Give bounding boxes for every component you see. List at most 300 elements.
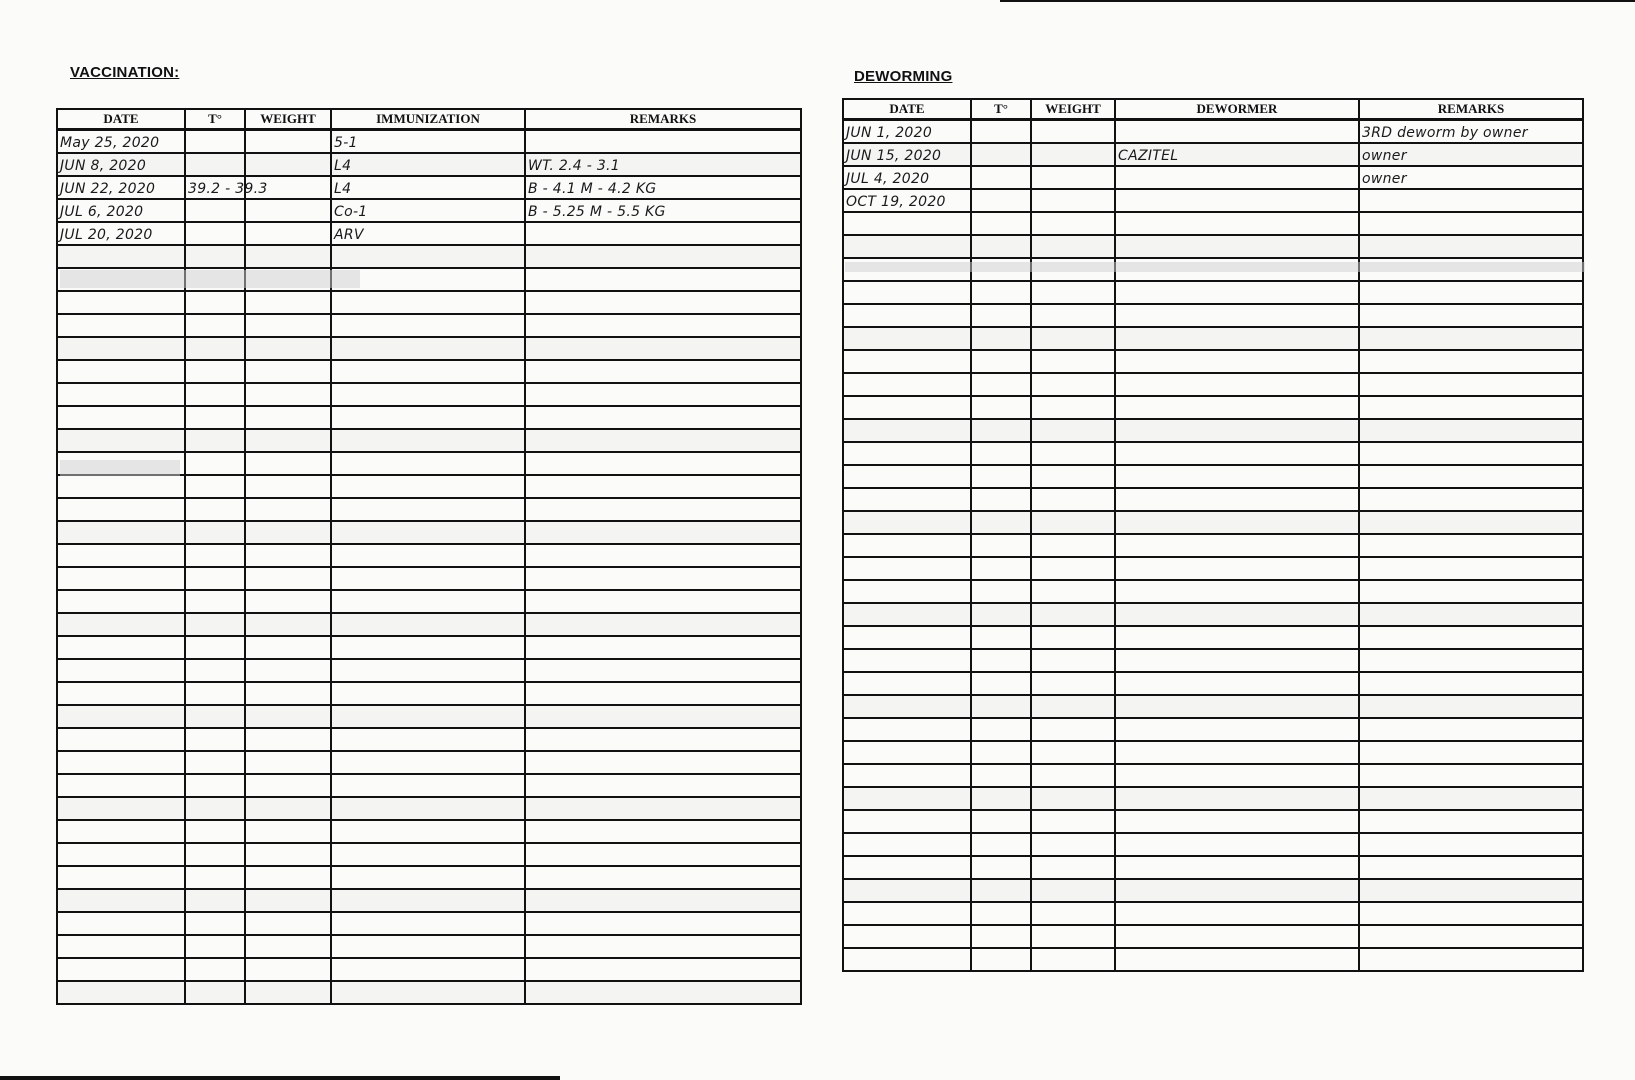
vaccination-cell-weight — [245, 728, 331, 751]
deworming-row — [843, 649, 1583, 672]
vaccination-title: VACCINATION: — [70, 64, 180, 81]
deworming-cell-temp — [971, 166, 1031, 189]
vaccination-cell-immunization — [331, 337, 525, 360]
deworming-cell-weight — [1031, 235, 1115, 258]
deworming-cell-weight — [1031, 879, 1115, 902]
vaccination-row — [57, 981, 801, 1004]
vaccination-cell-weight — [245, 774, 331, 797]
vaccination-row — [57, 820, 801, 843]
vaccination-cell-weight — [245, 130, 331, 154]
deworming-cell-dewormer — [1115, 626, 1359, 649]
deworming-cell-date — [843, 580, 971, 603]
deworming-table — [842, 98, 1584, 972]
deworming-cell-temp — [971, 649, 1031, 672]
vaccination-cell-remarks — [525, 406, 801, 429]
deworming-row — [843, 189, 1583, 212]
deworming-cell-remarks — [1359, 373, 1583, 396]
deworming-cell-temp — [971, 557, 1031, 580]
deworming-cell-dewormer — [1115, 235, 1359, 258]
deworming-cell-remarks: owner — [1359, 143, 1583, 166]
deworming-cell-remarks: owner — [1359, 166, 1583, 189]
vaccination-cell-date — [57, 406, 185, 429]
deworming-cell-date — [843, 350, 971, 373]
vaccination-cell-remarks — [525, 659, 801, 682]
deworming-cell-weight — [1031, 419, 1115, 442]
vaccination-cell-remarks — [525, 912, 801, 935]
deworming-cell-remarks — [1359, 626, 1583, 649]
deworming-row — [843, 626, 1583, 649]
deworming-cell-date — [843, 879, 971, 902]
vaccination-cell-temp — [185, 866, 245, 889]
deworming-cell-date — [843, 787, 971, 810]
vaccination-row — [57, 636, 801, 659]
vaccination-cell-date — [57, 935, 185, 958]
vaccination-cell-date: JUN 8, 2020 — [57, 153, 185, 176]
deworming-cell-weight — [1031, 856, 1115, 879]
deworming-cell-date — [843, 212, 971, 235]
deworming-cell-temp — [971, 741, 1031, 764]
deworming-row — [843, 879, 1583, 902]
deworming-cell-remarks — [1359, 695, 1583, 718]
vaccination-cell-temp — [185, 130, 245, 154]
vaccination-cell-temp — [185, 498, 245, 521]
deworming-row — [843, 580, 1583, 603]
vaccination-cell-immunization: 5-1 — [331, 130, 525, 154]
vaccination-cell-date — [57, 728, 185, 751]
deworming-cell-dewormer — [1115, 718, 1359, 741]
deworming-cell-remarks: 3RD deworm by owner — [1359, 120, 1583, 144]
deworming-row — [843, 281, 1583, 304]
deworming-cell-dewormer — [1115, 557, 1359, 580]
vaccination-cell-remarks — [525, 981, 801, 1004]
vaccination-cell-remarks — [525, 222, 801, 245]
vaccination-cell-weight — [245, 429, 331, 452]
deworming-cell-remarks — [1359, 465, 1583, 488]
deworming-cell-remarks — [1359, 419, 1583, 442]
vaccination-cell-immunization — [331, 958, 525, 981]
vaccination-cell-temp — [185, 521, 245, 544]
vaccination-cell-weight — [245, 245, 331, 268]
deworming-cell-weight — [1031, 488, 1115, 511]
vaccination-row — [57, 774, 801, 797]
deworming-cell-temp — [971, 442, 1031, 465]
vaccination-cell-immunization — [331, 406, 525, 429]
deworming-cell-weight — [1031, 166, 1115, 189]
deworming-cell-date — [843, 695, 971, 718]
vaccination-cell-immunization — [331, 268, 525, 291]
deworming-row — [843, 143, 1583, 166]
vaccination-cell-remarks — [525, 705, 801, 728]
vaccination-row — [57, 245, 801, 268]
vaccination-cell-date — [57, 521, 185, 544]
deworming-header-date: DATE — [843, 99, 971, 120]
vaccination-cell-immunization — [331, 590, 525, 613]
deworming-cell-temp — [971, 534, 1031, 557]
vaccination-cell-remarks — [525, 268, 801, 291]
vaccination-row — [57, 843, 801, 866]
deworming-cell-date — [843, 373, 971, 396]
deworming-row — [843, 557, 1583, 580]
deworming-cell-weight — [1031, 626, 1115, 649]
deworming-cell-remarks — [1359, 787, 1583, 810]
vaccination-cell-weight — [245, 199, 331, 222]
deworming-header-row — [843, 99, 1583, 120]
vaccination-cell-date — [57, 843, 185, 866]
deworming-cell-date — [843, 856, 971, 879]
deworming-cell-temp — [971, 810, 1031, 833]
vaccination-cell-weight — [245, 843, 331, 866]
deworming-row — [843, 212, 1583, 235]
deworming-cell-temp — [971, 419, 1031, 442]
vaccination-cell-immunization — [331, 659, 525, 682]
deworming-cell-remarks — [1359, 442, 1583, 465]
deworming-cell-weight — [1031, 902, 1115, 925]
vaccination-cell-immunization — [331, 889, 525, 912]
deworming-row — [843, 465, 1583, 488]
deworming-cell-weight — [1031, 649, 1115, 672]
deworming-cell-dewormer — [1115, 695, 1359, 718]
vaccination-cell-temp — [185, 544, 245, 567]
vaccination-cell-date — [57, 337, 185, 360]
vaccination-cell-date — [57, 751, 185, 774]
vaccination-header-row — [57, 109, 801, 130]
vaccination-table — [56, 108, 802, 1005]
deworming-cell-date — [843, 419, 971, 442]
vaccination-header-temp: T° — [185, 109, 245, 130]
vaccination-cell-immunization — [331, 498, 525, 521]
deworming-cell-temp — [971, 833, 1031, 856]
vaccination-cell-remarks — [525, 866, 801, 889]
deworming-cell-remarks — [1359, 718, 1583, 741]
vaccination-cell-weight — [245, 452, 331, 475]
deworming-cell-date — [843, 948, 971, 971]
deworming-cell-remarks — [1359, 235, 1583, 258]
deworming-cell-date — [843, 396, 971, 419]
deworming-cell-date — [843, 488, 971, 511]
vaccination-cell-weight — [245, 820, 331, 843]
vaccination-row — [57, 521, 801, 544]
vaccination-cell-temp — [185, 475, 245, 498]
vaccination-cell-remarks — [525, 360, 801, 383]
deworming-cell-weight — [1031, 396, 1115, 419]
vaccination-cell-remarks — [525, 636, 801, 659]
vaccination-cell-immunization — [331, 751, 525, 774]
vaccination-cell-date — [57, 797, 185, 820]
deworming-row — [843, 120, 1583, 144]
vaccination-cell-immunization — [331, 245, 525, 268]
vaccination-cell-remarks — [525, 337, 801, 360]
deworming-cell-remarks — [1359, 833, 1583, 856]
vaccination-cell-immunization — [331, 728, 525, 751]
deworming-row — [843, 442, 1583, 465]
vaccination-cell-immunization — [331, 866, 525, 889]
vaccination-cell-weight — [245, 383, 331, 406]
deworming-cell-weight — [1031, 925, 1115, 948]
deworming-cell-dewormer — [1115, 442, 1359, 465]
vaccination-cell-weight — [245, 314, 331, 337]
deworming-cell-dewormer — [1115, 281, 1359, 304]
vaccination-cell-remarks — [525, 245, 801, 268]
vaccination-cell-date — [57, 636, 185, 659]
vaccination-cell-date — [57, 314, 185, 337]
deworming-cell-weight — [1031, 603, 1115, 626]
vaccination-cell-immunization: L4 — [331, 153, 525, 176]
deworming-cell-dewormer — [1115, 373, 1359, 396]
deworming-cell-weight — [1031, 212, 1115, 235]
vaccination-row — [57, 728, 801, 751]
vaccination-header-weight: WEIGHT — [245, 109, 331, 130]
deworming-cell-dewormer — [1115, 166, 1359, 189]
deworming-cell-temp — [971, 580, 1031, 603]
deworming-cell-temp — [971, 373, 1031, 396]
deworming-cell-temp — [971, 718, 1031, 741]
deworming-cell-remarks — [1359, 902, 1583, 925]
deworming-header-remarks: REMARKS — [1359, 99, 1583, 120]
vaccination-cell-remarks: B - 5.25 M - 5.5 KG — [525, 199, 801, 222]
deworming-cell-weight — [1031, 534, 1115, 557]
vaccination-cell-remarks — [525, 567, 801, 590]
deworming-cell-remarks — [1359, 350, 1583, 373]
deworming-cell-temp — [971, 879, 1031, 902]
deworming-cell-weight — [1031, 695, 1115, 718]
deworming-cell-dewormer — [1115, 212, 1359, 235]
deworming-cell-remarks — [1359, 396, 1583, 419]
vaccination-row — [57, 889, 801, 912]
deworming-cell-weight — [1031, 833, 1115, 856]
deworming-cell-date — [843, 603, 971, 626]
vaccination-cell-weight — [245, 222, 331, 245]
vaccination-cell-remarks — [525, 544, 801, 567]
deworming-cell-temp — [971, 856, 1031, 879]
vaccination-cell-immunization — [331, 314, 525, 337]
deworming-cell-date — [843, 534, 971, 557]
deworming-cell-date — [843, 764, 971, 787]
vaccination-cell-temp — [185, 199, 245, 222]
vaccination-cell-remarks — [525, 590, 801, 613]
deworming-cell-weight — [1031, 465, 1115, 488]
bottom-edge-line — [0, 1076, 560, 1080]
vaccination-cell-date: JUN 22, 2020 — [57, 176, 185, 199]
deworming-cell-temp — [971, 189, 1031, 212]
deworming-cell-dewormer — [1115, 350, 1359, 373]
vaccination-cell-date — [57, 820, 185, 843]
deworming-cell-date — [843, 465, 971, 488]
deworming-cell-date — [843, 649, 971, 672]
vaccination-cell-temp — [185, 659, 245, 682]
deworming-cell-temp — [971, 120, 1031, 144]
vaccination-cell-immunization: Co-1 — [331, 199, 525, 222]
deworming-cell-dewormer — [1115, 603, 1359, 626]
vaccination-cell-weight — [245, 636, 331, 659]
vaccination-cell-immunization — [331, 981, 525, 1004]
deworming-title: DEWORMING — [854, 68, 953, 85]
deworming-cell-date — [843, 281, 971, 304]
vaccination-cell-remarks — [525, 314, 801, 337]
vaccination-cell-immunization — [331, 774, 525, 797]
deworming-cell-weight — [1031, 120, 1115, 144]
vaccination-cell-temp — [185, 429, 245, 452]
deworming-cell-remarks — [1359, 925, 1583, 948]
deworming-cell-remarks — [1359, 189, 1583, 212]
vaccination-header-date: DATE — [57, 109, 185, 130]
deworming-cell-date — [843, 235, 971, 258]
deworming-row — [843, 810, 1583, 833]
vaccination-cell-weight — [245, 337, 331, 360]
deworming-cell-temp — [971, 511, 1031, 534]
deworming-cell-date — [843, 327, 971, 350]
deworming-cell-temp — [971, 212, 1031, 235]
vaccination-cell-weight — [245, 682, 331, 705]
deworming-row — [843, 695, 1583, 718]
vaccination-cell-date — [57, 705, 185, 728]
vaccination-cell-date — [57, 544, 185, 567]
deworming-cell-remarks — [1359, 304, 1583, 327]
deworming-row — [843, 373, 1583, 396]
deworming-row — [843, 741, 1583, 764]
vaccination-cell-weight — [245, 406, 331, 429]
deworming-row — [843, 787, 1583, 810]
deworming-cell-dewormer — [1115, 787, 1359, 810]
vaccination-cell-immunization — [331, 636, 525, 659]
vaccination-cell-temp — [185, 590, 245, 613]
deworming-cell-temp — [971, 948, 1031, 971]
deworming-cell-date — [843, 741, 971, 764]
vaccination-cell-date — [57, 866, 185, 889]
deworming-cell-date — [843, 718, 971, 741]
vaccination-cell-temp — [185, 222, 245, 245]
vaccination-row — [57, 337, 801, 360]
deworming-cell-remarks — [1359, 603, 1583, 626]
vaccination-cell-immunization — [331, 544, 525, 567]
deworming-cell-date: JUN 1, 2020 — [843, 120, 971, 144]
vaccination-cell-date — [57, 613, 185, 636]
vaccination-cell-immunization — [331, 521, 525, 544]
vaccination-cell-temp — [185, 613, 245, 636]
vaccination-cell-remarks — [525, 958, 801, 981]
vaccination-cell-weight — [245, 889, 331, 912]
deworming-cell-remarks — [1359, 810, 1583, 833]
vaccination-cell-date — [57, 429, 185, 452]
deworming-cell-temp — [971, 488, 1031, 511]
vaccination-cell-date — [57, 360, 185, 383]
vaccination-row — [57, 659, 801, 682]
deworming-cell-date — [843, 304, 971, 327]
deworming-cell-weight — [1031, 672, 1115, 695]
deworming-cell-date: JUN 15, 2020 — [843, 143, 971, 166]
deworming-cell-date — [843, 442, 971, 465]
deworming-cell-dewormer — [1115, 833, 1359, 856]
vaccination-cell-remarks — [525, 613, 801, 636]
deworming-cell-temp — [971, 304, 1031, 327]
deworming-cell-remarks — [1359, 580, 1583, 603]
vaccination-cell-temp — [185, 981, 245, 1004]
vaccination-cell-remarks — [525, 521, 801, 544]
vaccination-cell-temp — [185, 774, 245, 797]
vaccination-cell-immunization — [331, 475, 525, 498]
deworming-cell-temp — [971, 143, 1031, 166]
vaccination-cell-temp — [185, 889, 245, 912]
vaccination-cell-remarks — [525, 498, 801, 521]
deworming-row — [843, 948, 1583, 971]
deworming-row — [843, 833, 1583, 856]
vaccination-row — [57, 475, 801, 498]
vaccination-cell-weight — [245, 751, 331, 774]
deworming-row — [843, 534, 1583, 557]
deworming-cell-temp — [971, 396, 1031, 419]
vaccination-cell-temp — [185, 728, 245, 751]
vaccination-cell-immunization — [331, 797, 525, 820]
deworming-row — [843, 350, 1583, 373]
deworming-cell-temp — [971, 925, 1031, 948]
vaccination-row — [57, 429, 801, 452]
deworming-cell-date: OCT 19, 2020 — [843, 189, 971, 212]
deworming-cell-remarks — [1359, 879, 1583, 902]
vaccination-row — [57, 866, 801, 889]
deworming-cell-weight — [1031, 580, 1115, 603]
deworming-cell-weight — [1031, 304, 1115, 327]
deworming-cell-date — [843, 511, 971, 534]
vaccination-cell-date — [57, 291, 185, 314]
deworming-cell-weight — [1031, 741, 1115, 764]
deworming-cell-remarks — [1359, 649, 1583, 672]
vaccination-row — [57, 567, 801, 590]
deworming-cell-weight — [1031, 442, 1115, 465]
deworming-row — [843, 856, 1583, 879]
deworming-cell-dewormer — [1115, 465, 1359, 488]
deworming-cell-dewormer — [1115, 810, 1359, 833]
deworming-header-weight: WEIGHT — [1031, 99, 1115, 120]
vaccination-cell-weight — [245, 360, 331, 383]
vaccination-cell-immunization — [331, 613, 525, 636]
vaccination-cell-temp — [185, 912, 245, 935]
deworming-cell-remarks — [1359, 672, 1583, 695]
deworming-row — [843, 304, 1583, 327]
vaccination-cell-weight — [245, 475, 331, 498]
deworming-cell-remarks — [1359, 764, 1583, 787]
deworming-row — [843, 925, 1583, 948]
vaccination-cell-date — [57, 912, 185, 935]
deworming-cell-temp — [971, 350, 1031, 373]
vaccination-cell-date — [57, 659, 185, 682]
deworming-cell-dewormer — [1115, 902, 1359, 925]
deworming-cell-dewormer — [1115, 764, 1359, 787]
vaccination-cell-date: JUL 20, 2020 — [57, 222, 185, 245]
vaccination-cell-date — [57, 245, 185, 268]
deworming-cell-weight — [1031, 373, 1115, 396]
deworming-row — [843, 235, 1583, 258]
vaccination-cell-weight — [245, 866, 331, 889]
vaccination-cell-temp — [185, 245, 245, 268]
vaccination-cell-immunization — [331, 567, 525, 590]
vaccination-cell-weight — [245, 567, 331, 590]
vaccination-cell-date: JUL 6, 2020 — [57, 199, 185, 222]
vaccination-cell-date — [57, 958, 185, 981]
deworming-row — [843, 419, 1583, 442]
vaccination-cell-immunization — [331, 682, 525, 705]
vaccination-cell-immunization — [331, 452, 525, 475]
vaccination-cell-immunization — [331, 935, 525, 958]
deworming-row — [843, 488, 1583, 511]
vaccination-row — [57, 222, 801, 245]
vaccination-cell-temp — [185, 383, 245, 406]
deworming-row — [843, 327, 1583, 350]
deworming-cell-remarks — [1359, 327, 1583, 350]
scan-speck — [845, 262, 1585, 272]
deworming-cell-dewormer — [1115, 879, 1359, 902]
vaccination-cell-remarks — [525, 291, 801, 314]
vaccination-cell-temp — [185, 820, 245, 843]
vaccination-row — [57, 199, 801, 222]
